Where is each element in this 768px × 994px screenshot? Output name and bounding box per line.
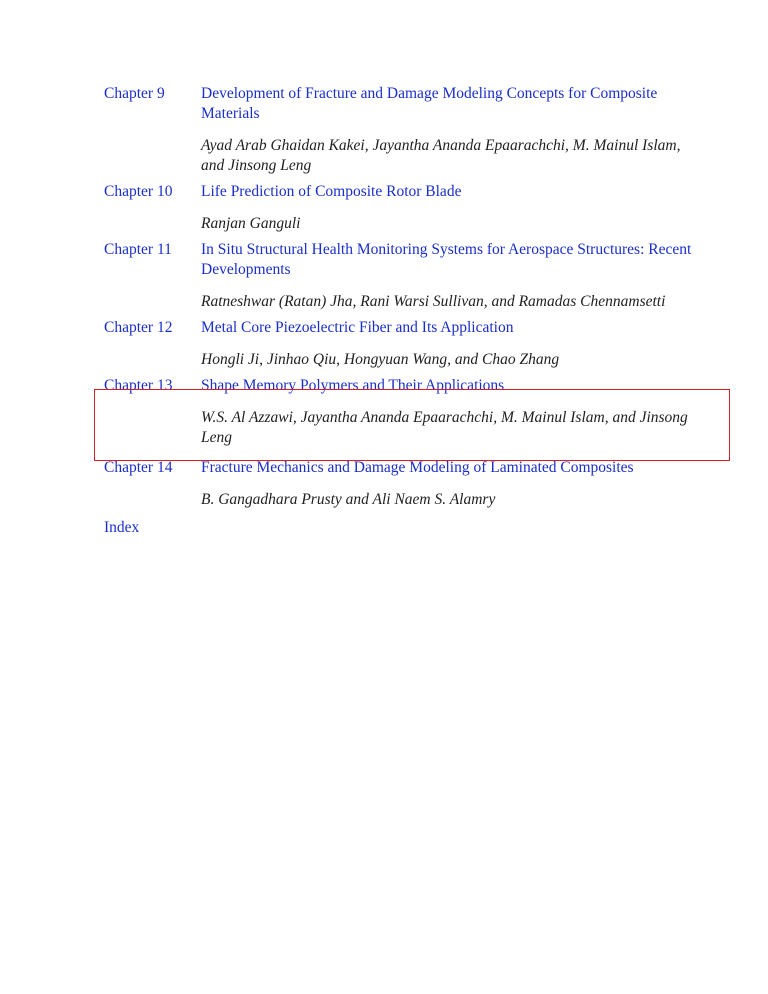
chapter-authors: Ratneshwar (Ratan) Jha, Rani Warsi Sullivan, and Ramadas Chennamsetti bbox=[201, 293, 666, 310]
chapter-body bbox=[201, 240, 704, 312]
toc-entry-chapter-10 bbox=[104, 182, 704, 234]
chapter-title-link[interactable]: Development of Fracture and Damage Modeling Concepts for Composite Materials bbox=[201, 85, 658, 122]
chapter-body bbox=[201, 84, 704, 176]
chapter-authors: Hongli Ji, Jinhao Qiu, Hongyuan Wang, and Chao Zhang bbox=[201, 351, 560, 368]
chapter-number: Chapter 10 bbox=[104, 183, 173, 200]
toc-entry-chapter-14 bbox=[104, 458, 704, 510]
index-link[interactable]: Index bbox=[104, 519, 140, 536]
chapter-authors: W.S. Al Azzawi, Jayantha Ananda Epaarachchi, M. Mainul Islam, and Jinsong Leng bbox=[201, 409, 688, 446]
toc-entry-chapter-11 bbox=[104, 240, 704, 312]
toc-entry-chapter-12 bbox=[104, 318, 704, 370]
chapter-number: Chapter 11 bbox=[104, 241, 172, 258]
chapter-body bbox=[201, 376, 704, 448]
chapter-number: Chapter 13 bbox=[104, 377, 173, 394]
chapter-authors: B. Gangadhara Prusty and Ali Naem S. Alamry bbox=[201, 491, 496, 508]
chapter-body bbox=[201, 318, 704, 370]
chapter-body bbox=[201, 458, 704, 510]
chapter-title-link[interactable]: Metal Core Piezoelectric Fiber and Its Application bbox=[201, 319, 514, 336]
chapter-title-link[interactable]: Fracture Mechanics and Damage Modeling of Laminated Composites bbox=[201, 459, 634, 476]
table-of-contents bbox=[104, 84, 704, 538]
toc-entry-chapter-9 bbox=[104, 84, 704, 176]
chapter-number: Chapter 14 bbox=[104, 459, 173, 476]
chapter-body bbox=[201, 182, 704, 234]
chapter-title-link[interactable]: In Situ Structural Health Monitoring Systems for Aerospace Structures: Recent Developments bbox=[201, 241, 692, 278]
chapter-title-link[interactable]: Shape Memory Polymers and Their Applications bbox=[201, 377, 505, 394]
chapter-title-link[interactable]: Life Prediction of Composite Rotor Blade bbox=[201, 183, 462, 200]
chapter-number: Chapter 12 bbox=[104, 319, 173, 336]
chapter-authors: Ayad Arab Ghaidan Kakei, Jayantha Ananda Epaarachchi, M. Mainul Islam, and Jinsong Leng bbox=[201, 137, 681, 174]
toc-entry-chapter-13 bbox=[104, 376, 704, 448]
chapter-number: Chapter 9 bbox=[104, 85, 165, 102]
chapter-authors: Ranjan Ganguli bbox=[201, 215, 301, 232]
